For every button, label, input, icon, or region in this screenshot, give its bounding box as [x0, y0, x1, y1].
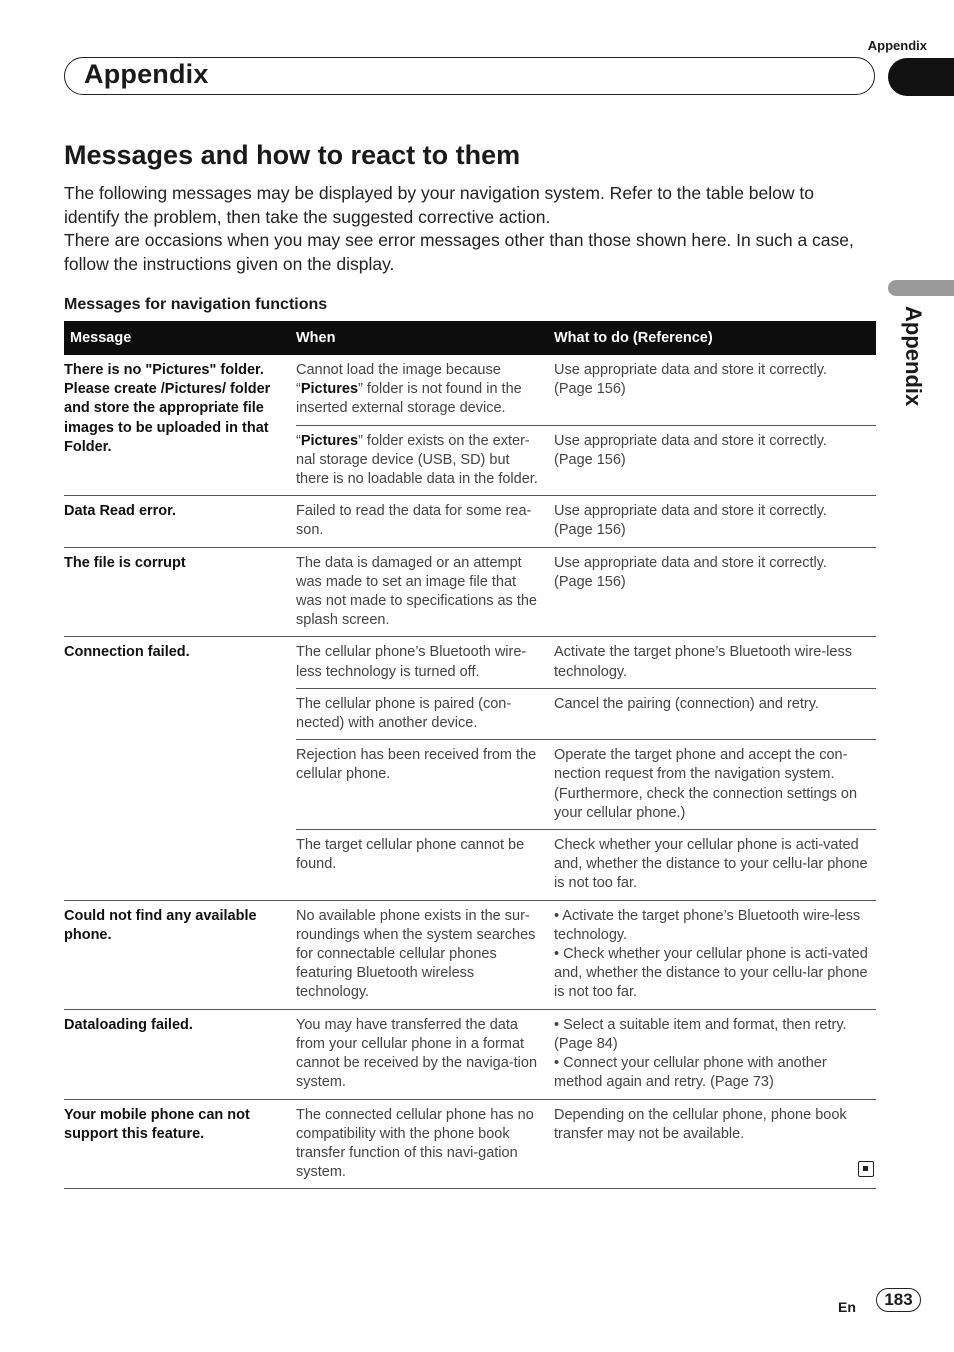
table-row [64, 547, 876, 637]
message-cell: Your mobile phone can not support this feature. [64, 1099, 296, 1189]
messages-table [64, 321, 876, 1189]
table-header-row [64, 321, 876, 355]
table-row [64, 496, 876, 547]
message-cell: Dataloading failed. [64, 1009, 296, 1099]
todo-bullet: • Select a suitable item and format, then retry. (Page 84) [554, 1016, 847, 1052]
language-label: En [838, 1299, 856, 1315]
when-bold-text: Pictures [300, 432, 359, 449]
page-title: Messages and how to react to them [64, 140, 521, 170]
table-row [64, 900, 876, 1009]
todo-cell: Use appropriate data and store it correctly. (Page 156) [554, 355, 876, 425]
when-cell: You may have transferred the data from your cellular phone in a format cannot be received by the naviga-tion system. [296, 1009, 554, 1099]
table-row [64, 355, 876, 425]
page-number: 183 [876, 1288, 921, 1312]
message-cell: Could not find any available phone. [64, 900, 296, 1009]
todo-cell [554, 1009, 876, 1099]
when-cell: Failed to read the data for some rea-son. [296, 496, 554, 547]
todo-bullet: • Connect your cellular phone with another method again and retry. (Page 73) [554, 1055, 827, 1091]
when-bold-text: Pictures [300, 381, 359, 398]
side-tab-marker [888, 280, 954, 296]
header-when: When [296, 321, 554, 355]
side-label-text: Appendix [901, 306, 926, 407]
when-text: “ [296, 432, 301, 449]
todo-cell: Operate the target phone and accept the con-nection request from the navigation system. (Furthermore, check the connection settings on your cellular phone.) [554, 740, 876, 830]
todo-cell [554, 900, 876, 1009]
message-cell: There is no "Pictures" folder. Please create /Pictures/ folder and store the appropriate file images to be uploaded in that Folder. [64, 355, 296, 496]
todo-bullet: • Check whether your cellular phone is acti-vated and, whether the distance to your cellu-lar phone is not too far. [554, 946, 868, 1001]
when-cell: Rejection has been received from the cellular phone. [296, 740, 554, 830]
todo-cell: Use appropriate data and store it correctly. (Page 156) [554, 496, 876, 547]
when-cell: The target cellular phone cannot be found. [296, 830, 554, 901]
table-row [64, 1099, 876, 1189]
todo-cell: Use appropriate data and store it correctly. (Page 156) [554, 547, 876, 637]
when-cell: The cellular phone is paired (con-nected) with another device. [296, 688, 554, 739]
when-cell [296, 425, 554, 496]
when-cell: The connected cellular phone has no compatibility with the phone book transfer function of this navi-gation system. [296, 1099, 554, 1189]
todo-cell: Cancel the pairing (connection) and retry. [554, 688, 876, 739]
table-row [64, 1009, 876, 1099]
todo-bullet: • Activate the target phone’s Bluetooth wire-less technology. [554, 907, 861, 943]
table-row [64, 637, 876, 688]
when-text: ” folder is not found in the inserted external storage device. [296, 381, 522, 417]
when-text: ” folder exists on the exter-nal storage device (USB, SD) but there is no loadable data in the folder. [296, 432, 538, 488]
end-of-section-icon [858, 1161, 874, 1177]
header-what-to-do: What to do (Reference) [554, 321, 876, 355]
todo-cell: Use appropriate data and store it correctly. (Page 156) [554, 425, 876, 496]
running-header-label: Appendix [867, 38, 927, 53]
message-cell: Connection failed. [64, 637, 296, 900]
section-title: Appendix [84, 59, 209, 89]
todo-cell: Depending on the cellular phone, phone book transfer may not be available. [554, 1099, 876, 1189]
header-message: Message [64, 321, 296, 355]
table-subheading: Messages for navigation functions [64, 296, 328, 313]
chapter-tab [888, 58, 954, 96]
side-label [896, 306, 926, 416]
todo-cell: Activate the target phone’s Bluetooth wire-less technology. [554, 637, 876, 688]
when-cell: The data is damaged or an attempt was made to set an image file that was not made to specifications as the splash screen. [296, 547, 554, 637]
message-cell: Data Read error. [64, 496, 296, 547]
intro-paragraph-1: The following messages may be displayed by your navigation system. Refer to the table below to identify the problem, then take the suggested corrective action. [64, 183, 814, 227]
message-cell: The file is corrupt [64, 547, 296, 637]
intro-paragraph-2: There are occasions when you may see error messages other than those shown here. In such a case, follow the instructions given on the display. [64, 230, 854, 274]
when-text: Cannot load the image because “ [296, 362, 501, 398]
when-cell: The cellular phone’s Bluetooth wire-less technology is turned off. [296, 637, 554, 688]
todo-cell: Check whether your cellular phone is acti-vated and, whether the distance to your cellu-lar phone is not too far. [554, 830, 876, 901]
when-cell: No available phone exists in the sur-roundings when the system searches for connectable cellular phones featuring Bluetooth wireless technology. [296, 900, 554, 1009]
when-cell [296, 355, 554, 425]
